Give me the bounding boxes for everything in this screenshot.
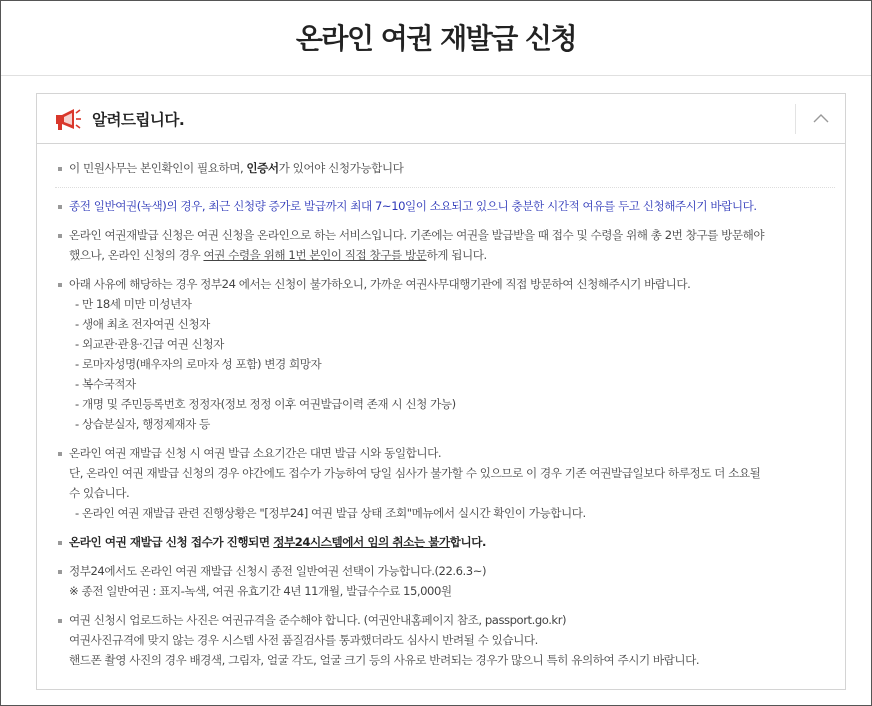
period-line4: - 온라인 여권 재발급 관련 진행상황은 "[정부24] 여권 발급 상태 조회"메뉴에서 실시간 확인이 가능합니다. xyxy=(75,506,586,520)
restrict-case: - 상습분실자, 행정제재자 등 xyxy=(75,417,210,431)
select-line1: 정부24에서도 온라인 여권 재발급 신청시 종전 일반여권 선택이 가능합니다.(22.6.3~) xyxy=(69,564,487,578)
page-title: 온라인 여권 재발급 신청 xyxy=(295,22,577,55)
cancel-underline: 정부24시스템에서 임의 취소는 불가 xyxy=(273,535,450,549)
auth-text-pre: 이 민원사무는 본인확인이 필요하며, xyxy=(69,161,247,175)
notice-item-cancel xyxy=(55,532,835,552)
notice-item-select xyxy=(55,561,835,601)
delay-text: 종전 일반여권(녹색)의 경우, 최근 신청량 증가로 발급까지 최대 7~10일이 소요되고 있으니 충분한 시간적 여유를 두고 신청해주시기 바랍니다. xyxy=(69,199,757,213)
notice-item-restrict xyxy=(55,274,835,434)
photo-line2: 여권사진규격에 맞지 않는 경우 시스템 사전 품질검사를 통과했더라도 심사시 반려될 수 있습니다. xyxy=(69,633,538,647)
collapse-button[interactable] xyxy=(797,94,845,144)
period-line3: 수 있습니다. xyxy=(69,486,130,500)
service-line1: 온라인 여권재발급 신청은 여권 신청을 온라인으로 하는 서비스입니다. 기존에는 여권을 발급받을 때 접수 및 수령을 위해 총 2번 창구를 방문해야 xyxy=(69,228,765,242)
megaphone-icon xyxy=(55,107,83,131)
header-separator xyxy=(795,104,796,134)
notice-header xyxy=(37,94,845,144)
service-line2 xyxy=(69,245,835,265)
restrict-case: - 생애 최초 전자여권 신청자 xyxy=(75,317,210,331)
select-line2: ※ 종전 일반여권 : 표지-녹색, 여권 유효기간 4년 11개월, 발급수수료 15,000원 xyxy=(69,584,452,598)
photo-line1: 여권 신청시 업로드하는 사진은 여권규격을 준수해야 합니다. (여권안내홈페이지 참조, passport.go.kr) xyxy=(69,613,567,627)
restrict-case: - 복수국적자 xyxy=(75,377,136,391)
restrict-case: - 로마자성명(배우자의 로마자 성 포함) 변경 희망자 xyxy=(75,357,322,371)
title-divider xyxy=(1,75,871,76)
notice-heading: 알려드립니다. xyxy=(92,111,185,129)
notice-panel xyxy=(36,93,846,690)
chevron-up-icon xyxy=(813,112,829,124)
period-line2: 단, 온라인 여권 재발급 신청의 경우 야간에도 접수가 가능하여 당일 심사가 불가할 수 있으므로 이 경우 기존 여권발급일보다 하루정도 더 소요될 xyxy=(69,466,761,480)
auth-text-strong: 인증서 xyxy=(246,161,279,175)
restrict-intro: 아래 사유에 해당하는 경우 정부24 에서는 신청이 불가하오니, 가까운 여권사무대행기관에 직접 방문하여 신청해주시기 바랍니다. xyxy=(69,277,691,291)
notice-item-delay xyxy=(55,196,835,216)
auth-text-post: 가 있어야 신청가능합니다 xyxy=(278,161,404,175)
notice-item-auth xyxy=(55,158,835,188)
notice-item-photo xyxy=(55,610,835,670)
notice-item-service xyxy=(55,225,835,265)
restrict-case: - 만 18세 미만 미성년자 xyxy=(75,297,192,311)
cancel-pre: 온라인 여권 재발급 신청 접수가 진행되면 xyxy=(69,535,274,549)
photo-line3: 핸드폰 촬영 사진의 경우 배경색, 그림자, 얼굴 각도, 얼굴 크기 등의 사유로 반려되는 경우가 많으니 특히 유의하여 주시기 바랍니다. xyxy=(69,653,700,667)
service-line2-post: 하게 됩니다. xyxy=(426,248,487,262)
notice-item-period xyxy=(55,443,835,523)
service-line2-underline: 여권 수령을 위해 1번 본인이 직접 창구를 방문 xyxy=(203,248,427,262)
service-line2-pre: 했으나, 온라인 신청의 경우 xyxy=(69,248,204,262)
restrict-case: - 개명 및 주민등록번호 정정자(정보 정정 이후 여권발급이력 존재 시 신청 가능) xyxy=(75,397,456,411)
period-line1: 온라인 여권 재발급 신청 시 여권 발급 소요기간은 대면 발급 시와 동일합니다. xyxy=(69,446,442,460)
restrict-case: - 외교관·관용·긴급 여권 신청자 xyxy=(75,337,224,351)
cancel-post: 합니다. xyxy=(449,535,486,549)
notice-body xyxy=(55,158,835,679)
